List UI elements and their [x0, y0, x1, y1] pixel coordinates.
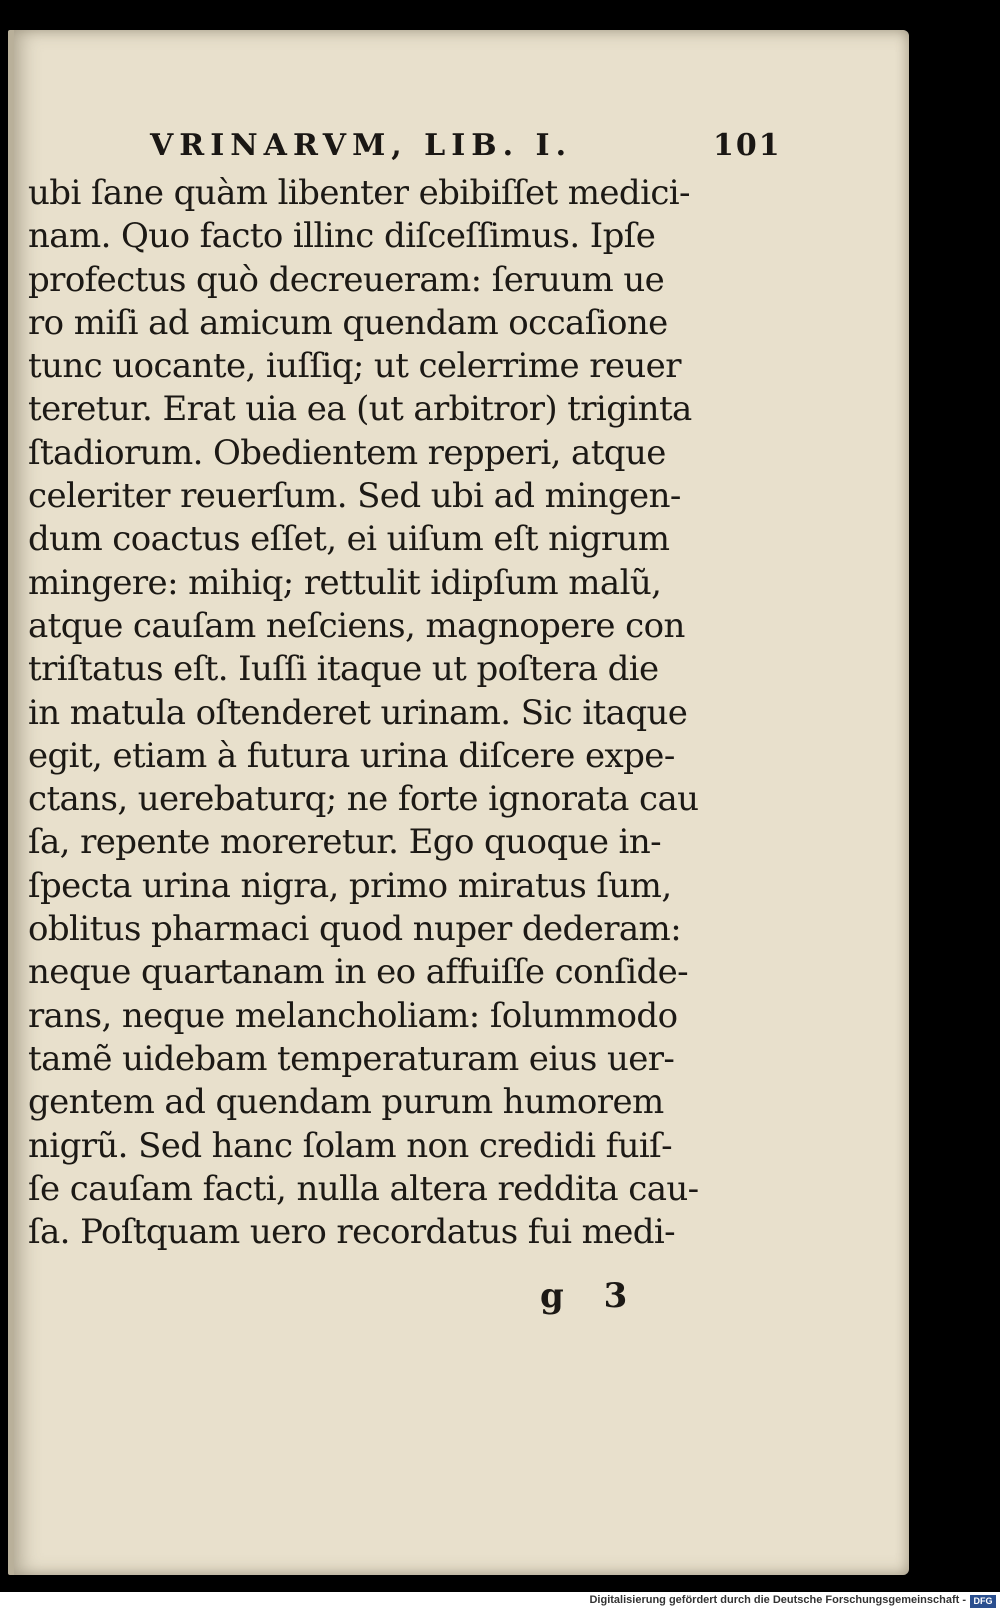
- text-line: nigrũ. Sed hanc ſolam non credidi fuiſ-: [28, 1125, 673, 1166]
- text-line: oblitus pharmaci quod nuper dederam:: [28, 909, 682, 950]
- footer-credit-bar: [0, 1592, 1000, 1612]
- body-text: [28, 172, 718, 1254]
- text-line: ſe cauſam facti, nulla altera reddita cau-: [28, 1168, 699, 1209]
- running-head: VRINARVM, LIB. I.: [150, 128, 573, 163]
- text-line: triſtatus eſt. Iuſſi itaque ut poſtera die: [28, 649, 659, 690]
- text-line: ſa. Poſtquam uero recordatus fui medi-: [28, 1212, 676, 1253]
- text-line: profectus quò decreueram: ſeruum ue: [28, 259, 665, 300]
- text-line: teretur. Erat uia ea (ut arbitror) triginta: [28, 389, 692, 430]
- text-line: atque cauſam neſciens, magnopere con: [28, 605, 685, 646]
- text-line: ſpecta urina nigra, primo miratus ſum,: [28, 865, 672, 906]
- text-line: neque quartanam in eo affuiſſe conſide-: [28, 952, 689, 993]
- text-line: gentem ad quendam purum humorem: [28, 1082, 664, 1123]
- text-line: mingere: mihiq; rettulit idipſum malũ,: [28, 562, 662, 603]
- text-line: ubi ſane quàm libenter ebibiſſet medici-: [28, 173, 690, 213]
- text-line: ctans, uerebaturq; ne forte ignorata cau: [28, 779, 699, 820]
- text-line: celeriter reuerſum. Sed ubi ad mingen-: [28, 476, 681, 517]
- text-line: ſa, repente moreretur. Ego quoque in-: [28, 822, 662, 863]
- text-line: tamẽ uidebam temperaturam eius uer-: [28, 1038, 675, 1079]
- text-line: ſtadiorum. Obedientem repperi, atque: [28, 432, 666, 473]
- folio-number: 101: [713, 128, 782, 163]
- text-line: dum coactus eſſet, ei uiſum eſt nigrum: [28, 519, 670, 560]
- text-line: ro miſi ad amicum quendam occaſione: [28, 302, 668, 343]
- footer-credit-text: Digitalisierung gefördert durch die Deutsche Forschungsgemeinschaft -: [589, 1594, 966, 1606]
- text-line: in matula oſtenderet urinam. Sic itaque: [28, 692, 688, 733]
- dfg-logo: DFG: [970, 1595, 996, 1608]
- text-line: egit, etiam à futura urina diſcere expe-: [28, 735, 675, 776]
- signature-mark: g 3: [540, 1276, 642, 1316]
- text-line: rans, neque melancholiam: ſolummodo: [28, 995, 678, 1036]
- text-line: tunc uocante, iuſſiq; ut celerrime reuer: [28, 346, 681, 387]
- text-line: nam. Quo facto illinc diſceſſimus. Ipſe: [28, 216, 656, 257]
